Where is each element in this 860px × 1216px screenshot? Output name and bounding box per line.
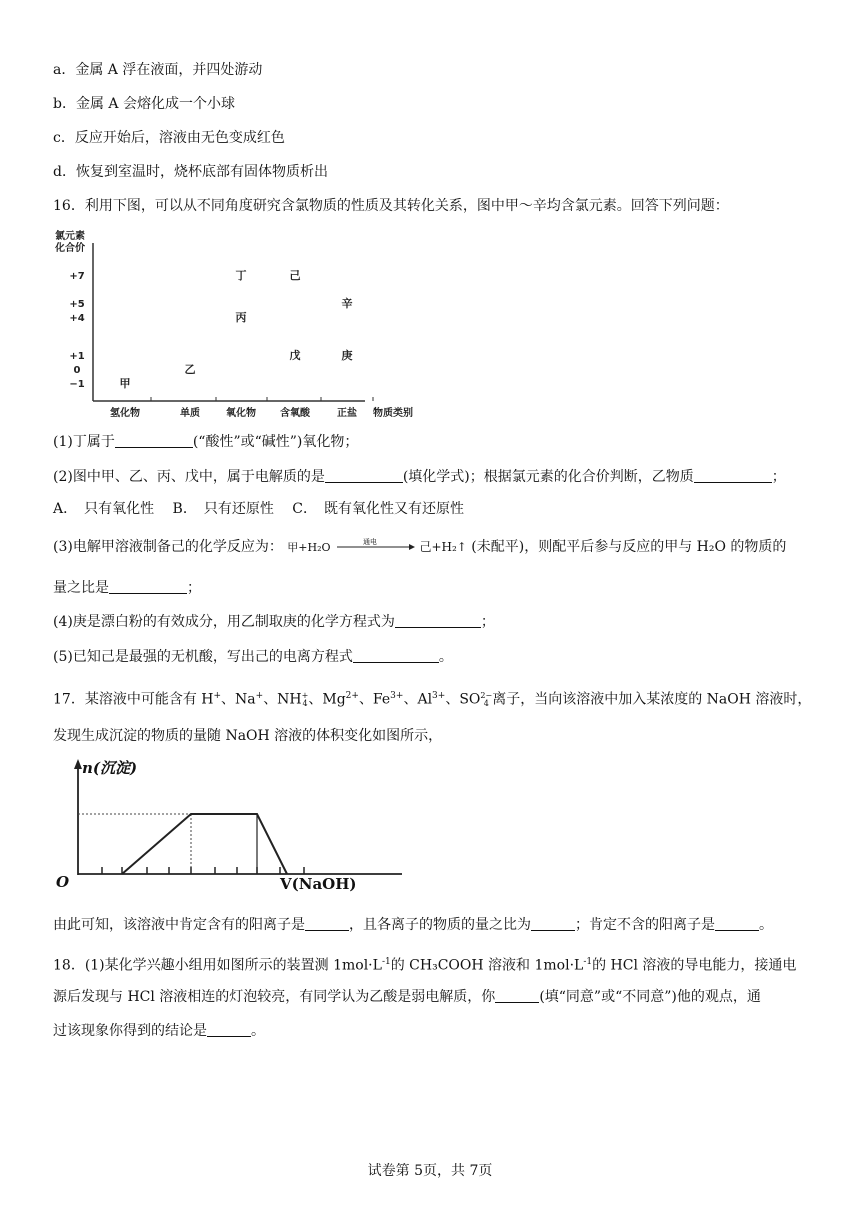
charge-na: + (255, 691, 264, 701)
q16-p2-text-a: (2)图中甲、乙、丙、戊中，属于电解质的是 (53, 469, 325, 485)
page-footer: 试卷第 5页，共 7页 (367, 1163, 493, 1179)
q16-p3-text-b: (未配平)，则配平后参与反应的甲与 H₂O 的物质的 (471, 539, 787, 555)
q16-part2 (53, 467, 786, 487)
q16-p2-text-b: (填化学式)；根据氯元素的化合价判断，乙物质 (402, 469, 694, 485)
q16-part5 (53, 647, 453, 667)
x-category-label: 正盐 (337, 408, 357, 419)
chlorine-valence-chart (55, 225, 425, 420)
point-乙: 乙 (184, 363, 196, 376)
q17-stem-text: 、Mg (308, 691, 346, 708)
point-丙: 丙 (235, 311, 247, 324)
q17-stem-text: 、SO (445, 691, 481, 708)
answer-blank[interactable] (207, 1022, 251, 1037)
charge-al: 3+ (432, 691, 446, 701)
q17-stem-line1 (53, 686, 811, 710)
q16-p4-text-a: (4)庚是漂白粉的有效成分，用乙制取庚的化学方程式为 (53, 614, 395, 630)
y-tick-label: +7 (69, 271, 85, 282)
origin-label: O (56, 873, 70, 891)
q18-line1 (53, 952, 796, 976)
x-category-label: 氢化物 (110, 408, 140, 419)
x-category-label: 含氧酸 (280, 408, 310, 419)
y-tick-label: 0 (73, 365, 81, 376)
q18-text: 过该现象你得到的结论是 (53, 1023, 207, 1039)
q18-line2 (53, 987, 761, 1007)
q17-stem-text: 、NH (263, 691, 302, 708)
answer-blank[interactable] (531, 916, 575, 931)
answer-blank[interactable] (115, 433, 193, 448)
q16-p5-text-b: 。 (438, 649, 453, 665)
answer-blank[interactable] (715, 916, 759, 931)
so4-sup-sub: 2− 4 (480, 690, 493, 708)
charge-fe: 3+ (390, 691, 404, 701)
q16-part3 (53, 537, 786, 558)
q17-answer-text: 由此可知，该溶液中肯定含有的阳离子是 (53, 917, 305, 933)
q17-stem-text: 、Fe (358, 691, 391, 708)
q16-p2-text-c: ； (771, 469, 786, 485)
exponent-minus-1: -1 (583, 957, 593, 967)
q16-p1-text-a: (1)丁属于 (53, 434, 115, 450)
q16-part4 (53, 612, 495, 632)
q17-stem-line2: 发现生成沉淀的物质的量随 NaOH 溶液的体积变化如图所示， (53, 728, 443, 744)
nh4-sup-sub: + 4 (301, 690, 309, 708)
q16-p5-text-a: (5)已知己是最强的无机酸，写出己的电离方程式 (53, 649, 353, 665)
q16-p3-text-d: ； (187, 580, 201, 596)
point-甲: 甲 (119, 377, 131, 390)
point-戊: 戊 (289, 349, 301, 362)
y-axis-title-1: 氯元素 (55, 231, 85, 242)
answer-blank[interactable] (109, 579, 187, 594)
y-axis-title-2: 化合价 (55, 243, 85, 254)
q17-stem-text: 离子，当向该溶液中加入某浓度的 NaOH 溶液时， (492, 691, 812, 708)
x-axis-label: V(NaOH) (280, 875, 357, 893)
equation-left: 甲+H₂O (287, 541, 331, 554)
q18-text: 18．(1)某化学兴趣小组用如图所示的装置测 1mol·L (53, 957, 382, 974)
y-tick-label: +5 (69, 299, 85, 310)
q18-text: 的 CH₃COOH 溶液和 1mol·L (390, 957, 584, 974)
answer-blank[interactable] (495, 988, 539, 1003)
q16-choices: A． 只有氧化性 B． 只有还原性 C． 既有氧化性又有还原性 (53, 501, 465, 517)
point-己: 己 (289, 269, 301, 282)
option-d: d．恢复到室温时，烧杯底部有固体物质析出 (53, 164, 328, 180)
y-tick-label: +1 (69, 351, 85, 362)
answer-blank[interactable] (395, 613, 481, 628)
answer-blank[interactable] (325, 468, 403, 483)
answer-blank[interactable] (694, 468, 772, 483)
exponent-minus-1: -1 (381, 957, 391, 967)
q16-part3-cont (53, 578, 201, 598)
q17-answer (53, 915, 773, 935)
q16-p3-text-c: 量之比是 (53, 580, 109, 596)
charge-mg: 2+ (345, 691, 359, 701)
q18-text: 。 (251, 1023, 265, 1039)
point-丁: 丁 (235, 269, 247, 282)
q16-p1-text-b: (“酸性”或“碱性”)氧化物； (192, 434, 359, 450)
x-category-label: 单质 (180, 408, 200, 419)
q18-text: 源后发现与 HCl 溶液相连的灯泡较亮，有同学认为乙酸是弱电解质，你 (53, 989, 496, 1005)
q16-p3-text-a: (3)电解甲溶液制备己的化学反应为： (53, 539, 283, 555)
q17-answer-text: ，且各离子的物质的量之比为 (349, 917, 531, 933)
y-tick-label: +4 (69, 313, 85, 324)
option-b: b．金属 A 会熔化成一个小球 (53, 96, 235, 112)
q17-stem-text: 、Na (221, 691, 256, 708)
option-c: c．反应开始后，溶液由无色变成红色 (53, 130, 285, 146)
q18-line3 (53, 1021, 265, 1041)
equation-right: 己+H₂↑ (419, 540, 467, 554)
answer-blank[interactable] (305, 916, 349, 931)
q16-stem: 16．利用下图，可以从不同角度研究含氯物质的性质及其转化关系，图中甲～辛均含氯元素。回答下列问题： (53, 198, 729, 214)
q16-p4-text-b: ； (480, 614, 495, 630)
answer-blank[interactable] (353, 648, 439, 663)
arrow-condition: 通电 (363, 538, 377, 546)
electrolysis-arrow (335, 540, 415, 554)
x-axis-title: 物质类别 (373, 408, 413, 419)
y-tick-label: −1 (69, 379, 85, 390)
precipitate-chart (52, 757, 404, 899)
option-a: a．金属 A 浮在液面，并四处游动 (53, 62, 263, 78)
q17-answer-text: ；肯定不含的阳离子是 (575, 917, 715, 933)
q17-stem-text: 、Al (403, 691, 433, 708)
point-辛: 辛 (341, 297, 353, 310)
q16-part1 (53, 432, 358, 452)
charge-h: + (213, 691, 222, 701)
q17-stem-text: 17．某溶液中可能含有 H (53, 691, 214, 708)
point-庚: 庚 (341, 349, 353, 362)
q17-answer-text: 。 (759, 917, 773, 933)
x-category-label: 氧化物 (226, 408, 256, 419)
q18-text: 的 HCl 溶液的导电能力，接通电 (592, 957, 797, 974)
q18-text: (填“同意”或“不同意”)他的观点，通 (539, 989, 761, 1005)
y-axis-label: n(沉淀) (82, 759, 138, 777)
